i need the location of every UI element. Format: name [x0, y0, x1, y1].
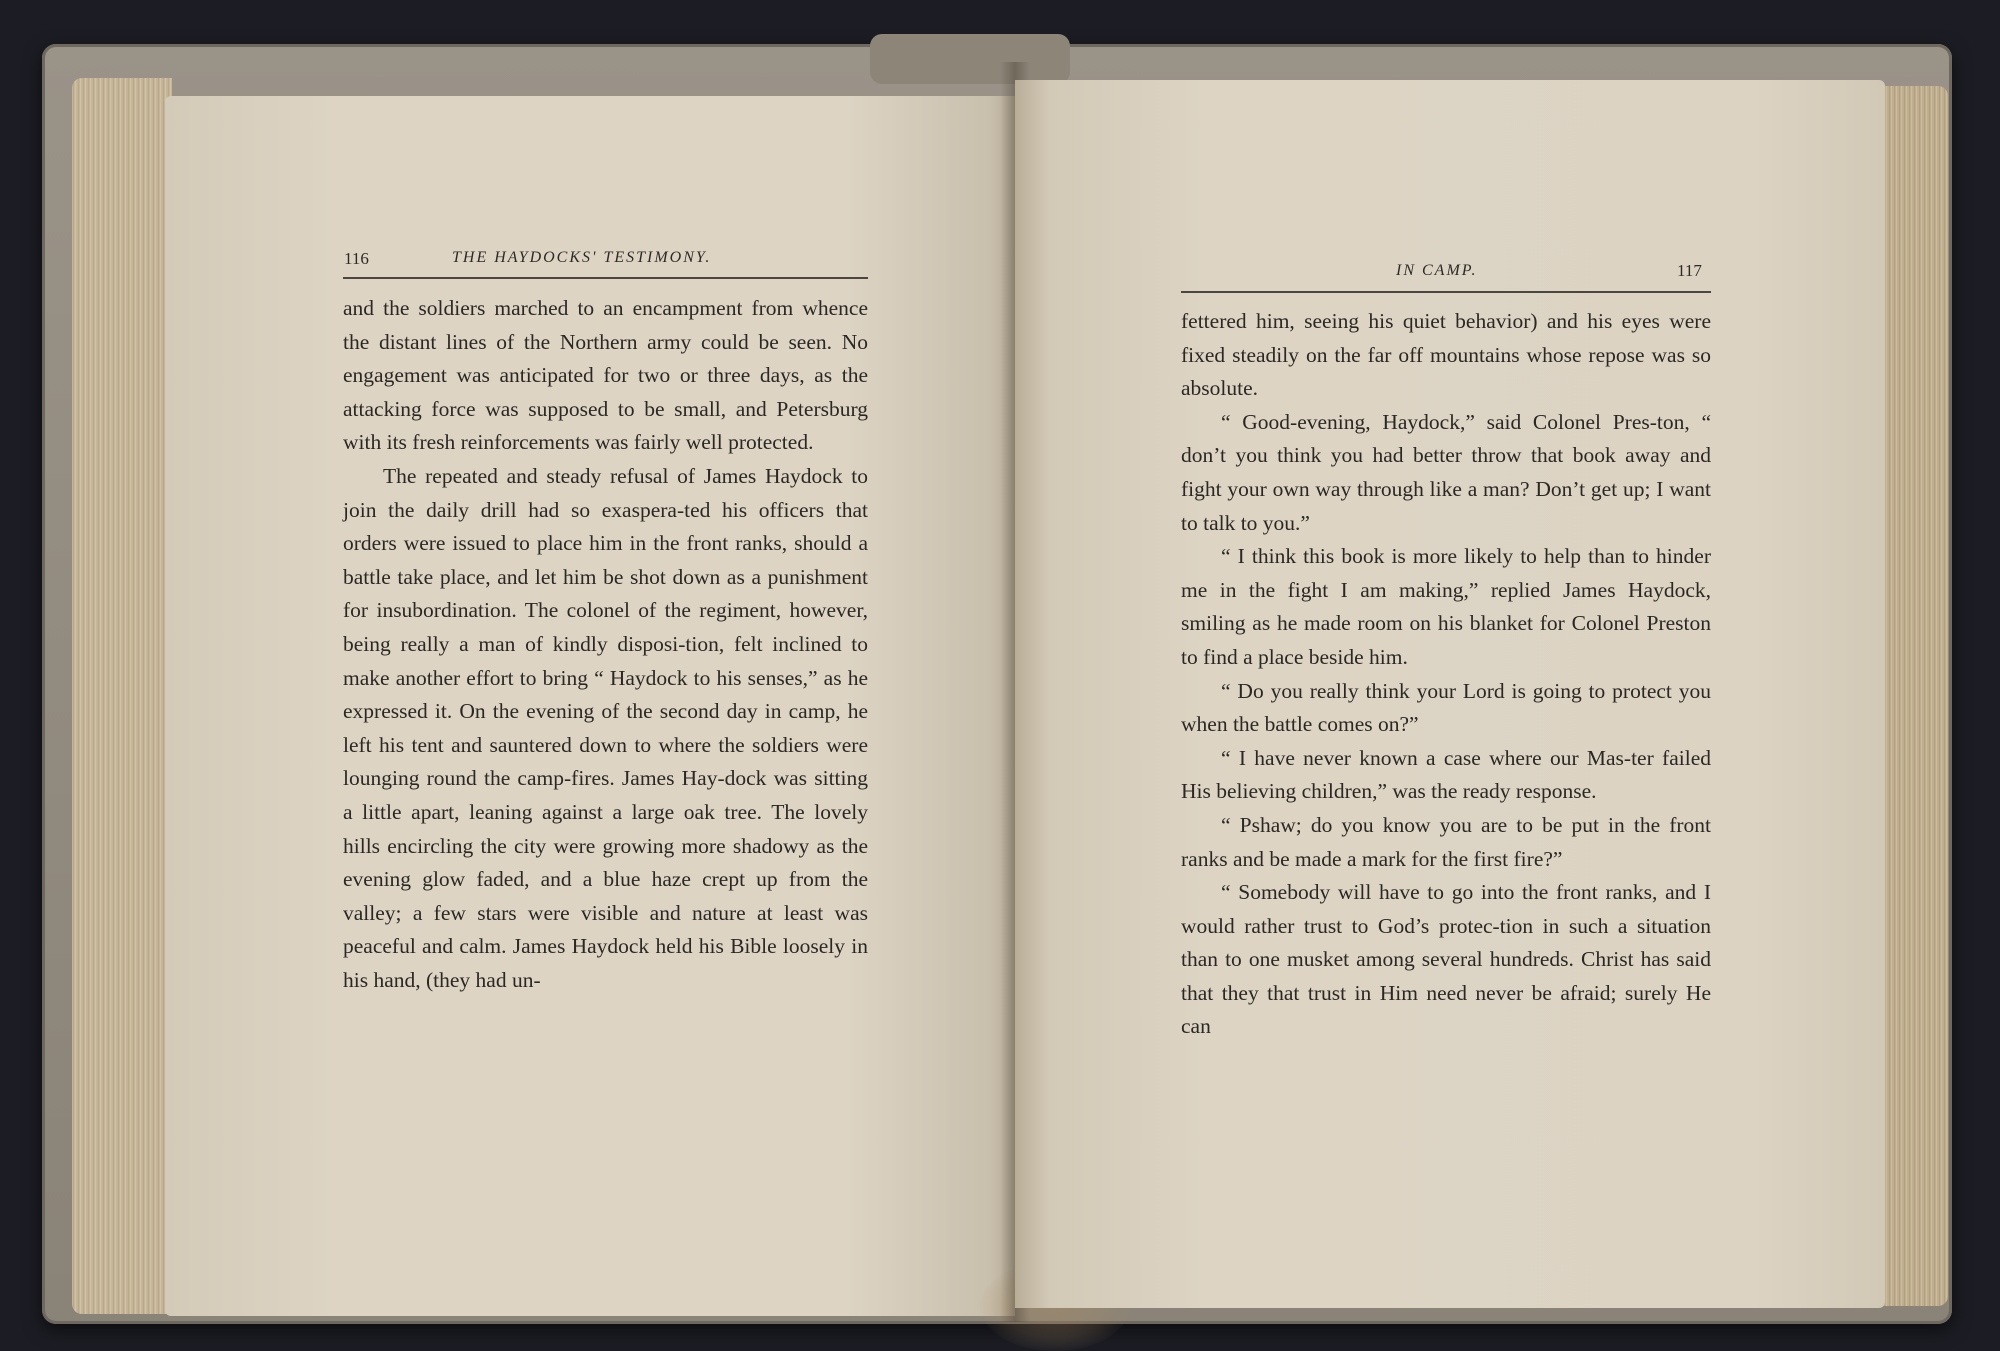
right-text-block: [1181, 305, 1711, 1044]
paragraph: and the soldiers marched to an encampment from whence the distant lines of the Northern army could be seen. No engagement was anticipated for two or three days, as the attacking force was supposed to be small, and Petersburg with its fresh reinforcements was fairly well protected.: [343, 296, 868, 455]
paragraph: “ Somebody will have to go into the front ranks, and I would rather trust to God’s protec-tion in such a situation than to one musket among several hundreds. Christ has said that they that trust in Him need never be afraid; surely He can: [1181, 880, 1711, 1039]
running-head: THE HAYDOCKS' TESTIMONY.: [452, 249, 712, 266]
running-head: IN CAMP.: [1396, 262, 1478, 279]
page-number: 116: [344, 249, 369, 268]
paragraph: fettered him, seeing his quiet behavior) and his eyes were fixed steadily on the far off mountains whose repose was so absolute.: [1181, 309, 1711, 401]
paragraph: “ I think this book is more likely to help than to hinder me in the fight I am making,” replied James Haydock, smiling as he made room on his blanket for Colonel Preston to find a place beside him.: [1181, 544, 1711, 669]
header-rule: [343, 277, 868, 279]
paragraph: “ Pshaw; do you know you are to be put in the front ranks and be made a mark for the first fire?”: [1181, 812, 1711, 871]
right-page-edges: [1878, 86, 1948, 1306]
page-number: 117: [1677, 261, 1702, 280]
left-text-block: [343, 292, 868, 997]
left-page-header: [165, 96, 1015, 296]
paragraph: The repeated and steady refusal of James Haydock to join the daily drill had so exaspera-ted his officers that orders were issued to place him in the front ranks, should a battle take place, and let him be shot down as a punishment for insubordination. The colonel of the regiment, however, being really a man of kindly disposi-tion, felt inclined to make another effort to bring “ Haydock to his senses,” as he expressed it. On the evening of the second day in camp, he left his tent and sauntered down to where the soldiers were lounging round the camp-fires. James Hay-dock was sitting a little apart, leaning against a large oak tree. The lovely hills encircling the city were growing more shadowy as the evening glow faded, and a blue haze crept up from the valley; a few stars were visible and nature at least was peaceful and calm. James Haydock held his Bible loosely in his hand, (they had un-: [343, 463, 868, 992]
paragraph: “ Do you really think your Lord is going to protect you when the battle comes on?”: [1181, 678, 1711, 737]
book-spine: [870, 34, 1070, 84]
paragraph: “ I have never known a case where our Mas-ter failed His believing children,” was the ready response.: [1181, 745, 1711, 804]
right-page: [1015, 80, 1885, 1308]
left-page-edges: [72, 78, 172, 1314]
left-page: [165, 96, 1015, 1316]
header-rule: [1181, 291, 1711, 293]
right-page-header: [1015, 80, 1885, 300]
paragraph: “ Good-evening, Haydock,” said Colonel Pres-ton, “ don’t you think you had better throw that book away and fight your own way through like a man? Don’t get up; I want to talk to you.”: [1181, 409, 1711, 535]
